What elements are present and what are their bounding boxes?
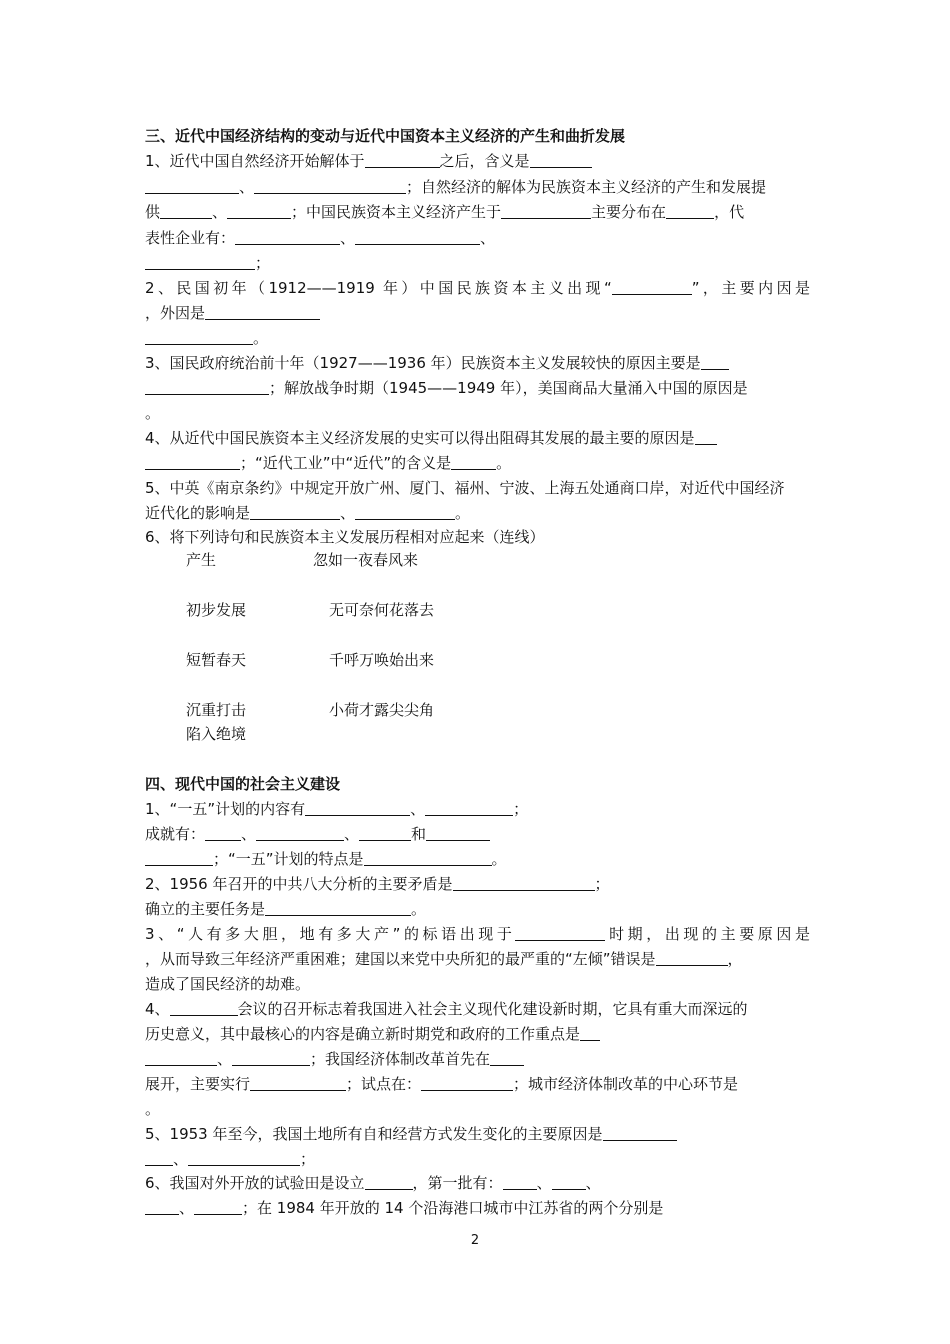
s4-q1-line2: 成就有： 、 、 和 <box>145 822 810 846</box>
s4-q3-line1: 3、“人有多大胆，地有多大产”的标语出现于 时期，出现的主要原因是 <box>145 925 810 943</box>
poem-line[interactable]: 忽如一夜春风来 <box>313 551 419 569</box>
blank[interactable] <box>426 823 490 841</box>
blank[interactable] <box>603 1123 677 1141</box>
blank[interactable] <box>205 302 320 320</box>
blank[interactable] <box>145 1148 173 1166</box>
blank[interactable] <box>355 502 455 520</box>
s4-q4-line4: 展开，主要实行 ；试点在： ；城市经济体制改革的中心环节是 <box>145 1075 739 1093</box>
blank[interactable] <box>188 1148 300 1166</box>
s4-q4-line3: 、 ；我国经济体制改革首先在 <box>145 1047 810 1071</box>
s3-q6-line1: 6、将下列诗句和民族资本主义发展历程相对应起来（连线） <box>145 528 545 546</box>
blank[interactable] <box>305 798 410 816</box>
s3-q3-line3: 。 <box>145 404 161 422</box>
blank[interactable] <box>145 848 213 866</box>
blank[interactable] <box>145 1048 217 1066</box>
poem-line[interactable]: 小荷才露尖尖角 <box>329 701 435 719</box>
blank[interactable] <box>530 150 592 168</box>
s3-q2-line3: 。 <box>145 326 810 350</box>
s3-q1-line4: 表性企业有： 、 、 <box>145 229 496 247</box>
stage-label[interactable]: 产生 <box>186 551 217 569</box>
blank[interactable] <box>170 998 238 1016</box>
s4-q3-line3: 造成了国民经济的劫难。 <box>145 975 311 993</box>
stage-label[interactable]: 初步发展 <box>186 601 247 619</box>
blank[interactable] <box>364 848 492 866</box>
poem-line[interactable]: 无可奈何花落去 <box>329 601 435 619</box>
blank[interactable] <box>145 327 253 345</box>
blank[interactable] <box>145 176 239 194</box>
s4-q5-line1: 5、1953 年至今，我国土地所有自和经营方式发生变化的主要原因是 <box>145 1122 810 1146</box>
blank[interactable] <box>421 1073 513 1091</box>
s3-q2-line2: ，外因是 <box>145 301 810 325</box>
s3-q3-line1: 3、国民政府统治前十年（1927——1936 年）民族资本主义发展较快的原因主要是 <box>145 351 810 375</box>
blank[interactable] <box>453 873 595 891</box>
blank[interactable] <box>205 823 241 841</box>
blank[interactable] <box>666 201 714 219</box>
s3-q4-line1: 4、从近代中国民族资本主义经济发展的史实可以得出阻碍其发展的最主要的原因是 <box>145 426 810 450</box>
s3-q5-line1: 5、中英《南京条约》中规定开放广州、厦门、福州、宁波、上海五处通商口岸，对近代中国经济 <box>145 479 785 497</box>
blank[interactable] <box>552 1172 586 1190</box>
stage-label[interactable]: 短暂春天 <box>186 651 247 669</box>
blank[interactable] <box>695 427 717 445</box>
section-3-heading: 三、近代中国经济结构的变动与近代中国资本主义经济的产生和曲折发展 <box>145 127 626 145</box>
blank[interactable] <box>145 252 255 270</box>
stage-label[interactable]: 沉重打击 <box>186 701 247 719</box>
blank[interactable] <box>355 227 480 245</box>
blank[interactable] <box>656 948 728 966</box>
blank[interactable] <box>503 1172 537 1190</box>
blank[interactable] <box>501 201 591 219</box>
s3-q5-line2: 近代化的影响是 、 。 <box>145 504 471 522</box>
s3-q1-line3: 供 、 ；中国民族资本主义经济产生于 主要分布在 ，代 <box>145 203 745 221</box>
blank[interactable] <box>145 377 269 395</box>
s4-q2-line1: 2、1956 年召开的中共八大分析的主要矛盾是 ； <box>145 875 610 893</box>
s4-q4-line2: 历史意义，其中最核心的内容是确立新时期党和政府的工作重点是 <box>145 1022 810 1046</box>
blank[interactable] <box>359 823 411 841</box>
blank[interactable] <box>250 1073 346 1091</box>
s3-q1-line5: ； <box>145 251 810 275</box>
section-4-heading: 四、现代中国的社会主义建设 <box>145 775 341 793</box>
blank[interactable] <box>145 452 240 470</box>
blank[interactable] <box>256 823 344 841</box>
blank[interactable] <box>254 176 406 194</box>
s3-q1-line1: 1、近代中国自然经济开始解体于 之后，含义是 <box>145 149 810 173</box>
blank[interactable] <box>425 798 513 816</box>
blank[interactable] <box>515 923 605 941</box>
s4-q4-line5: 。 <box>145 1100 161 1118</box>
s4-q5-line2: 、 ； <box>145 1147 810 1171</box>
blank[interactable] <box>227 201 291 219</box>
s4-q1-line1: 1、“一五”计划的内容有 、 ； <box>145 800 529 818</box>
blank[interactable] <box>365 150 440 168</box>
poem-line[interactable]: 千呼万唤始出来 <box>329 651 435 669</box>
blank[interactable] <box>490 1048 524 1066</box>
blank[interactable] <box>612 277 692 295</box>
blank[interactable] <box>194 1197 242 1215</box>
stage-label[interactable]: 陷入绝境 <box>186 725 247 743</box>
s3-q3-line2: ；解放战争时期（1945——1949 年），美国商品大量涌入中国的原因是 <box>145 376 810 400</box>
blank[interactable] <box>160 201 212 219</box>
blank[interactable] <box>250 502 340 520</box>
s3-q2-line1: 2、民国初年（1912——1919 年）中国民族资本主义出现“ ”，主要内因是 <box>145 279 810 297</box>
blank[interactable] <box>265 898 411 916</box>
blank[interactable] <box>580 1023 600 1041</box>
page-number: 2 <box>470 1233 480 1248</box>
s3-q4-line2: ；“近代工业”中“近代”的含义是 。 <box>145 451 810 475</box>
blank[interactable] <box>235 227 340 245</box>
s4-q1-line3: ；“一五”计划的特点是 。 <box>145 847 810 871</box>
blank[interactable] <box>365 1172 413 1190</box>
blank[interactable] <box>701 352 729 370</box>
blank[interactable] <box>145 1197 179 1215</box>
blank[interactable] <box>232 1048 310 1066</box>
s3-q1-line2: 、 ；自然经济的解体为民族资本主义经济的产生和发展提 <box>145 175 810 199</box>
s4-q6-line2: 、 ；在 1984 年开放的 14 个沿海港口城市中江苏省的两个分别是 <box>145 1196 810 1220</box>
s4-q4-line1: 4、 会议的召开标志着我国进入社会主义现代化建设新时期，它具有重大而深远的 <box>145 1000 748 1018</box>
s4-q2-line2: 确立的主要任务是 。 <box>145 900 427 918</box>
s4-q6-line1: 6、我国对外开放的试验田是设立 ，第一批有： 、 、 <box>145 1174 601 1192</box>
s4-q3-line2: ，从而导致三年经济严重困难；建国以来党中央所犯的最严重的“左倾”错误是 ， <box>145 950 743 968</box>
blank[interactable] <box>451 452 496 470</box>
